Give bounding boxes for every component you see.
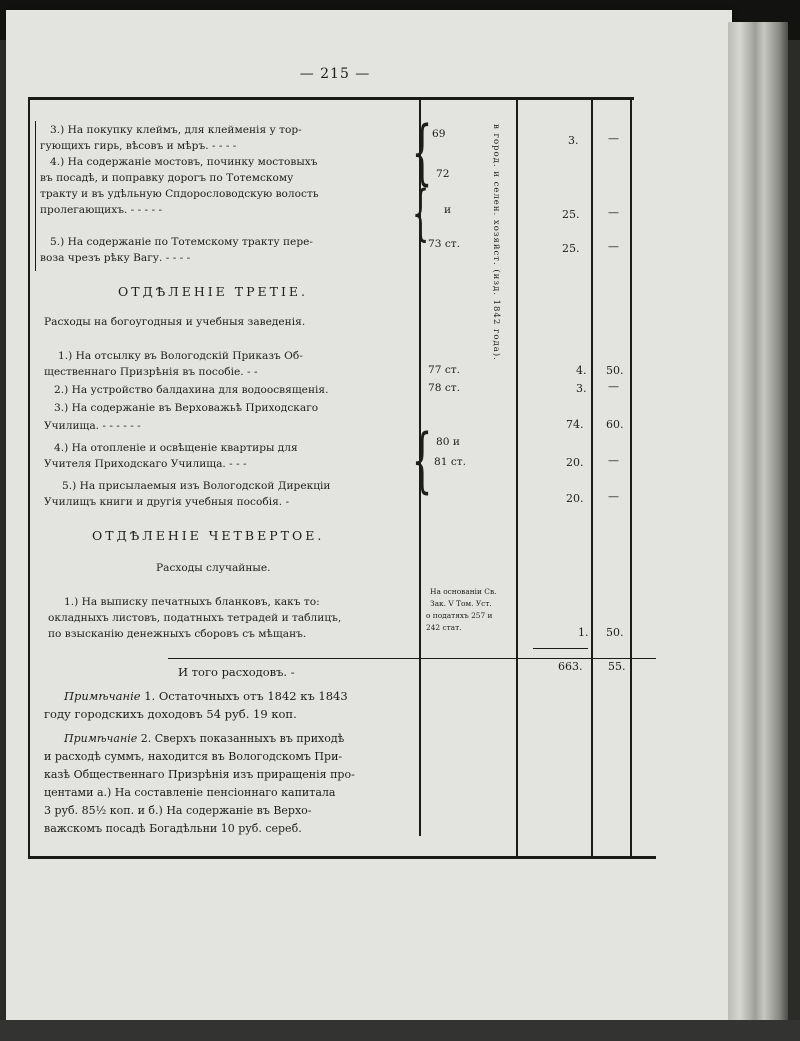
brace-icon: { bbox=[412, 178, 430, 248]
kopecks-value: — bbox=[608, 132, 619, 145]
article-ref: 81 ст. bbox=[434, 456, 467, 468]
row-text: тракту и въ удѣльную Спдорословодскую волость bbox=[40, 188, 319, 200]
table-left-border bbox=[28, 97, 30, 859]
rubles-value: 1. bbox=[578, 626, 589, 639]
vertical-note: в город. и селен. хозяйст. (изд. 1842 года). bbox=[491, 124, 501, 361]
rubles-value: 25. bbox=[562, 208, 580, 221]
section-heading: ОТДѢЛЕНІЕ ТРЕТІЕ. bbox=[118, 284, 309, 299]
row-text: пролегающихъ. - - - - - bbox=[40, 204, 163, 216]
kopecks-value: — bbox=[608, 206, 619, 219]
kopecks-value: — bbox=[608, 240, 619, 253]
row-text: Училища. - - - - - - bbox=[44, 420, 141, 432]
row-text: 1.) На отсылку въ Вологодскій Приказъ Об- bbox=[58, 350, 303, 362]
brace-icon: { bbox=[412, 419, 433, 501]
row-text: 4.) На отопленіе и освѣщеніе квартиры для bbox=[54, 442, 298, 454]
section-subheading: Расходы случайные. bbox=[156, 562, 271, 574]
row-text: Училищъ книги и другія учебныя пособія. - bbox=[44, 496, 290, 508]
row-text: 3.) На содержаніе въ Верховажьѣ Приходскаго bbox=[54, 402, 319, 414]
rubles-value: 25. bbox=[562, 242, 580, 255]
section-subheading: Расходы на богоугодныя и учебныя заведенія. bbox=[44, 316, 306, 328]
total-rubles: 663. bbox=[558, 660, 583, 673]
kopecks-value: 50. bbox=[606, 626, 624, 639]
rubles-value: 4. bbox=[576, 364, 587, 377]
row-text: 1.) На выписку печатныхъ бланковъ, какъ то: bbox=[64, 596, 320, 608]
note-text: важскомъ посадѣ Богадѣльни 10 руб. сереб. bbox=[44, 822, 302, 835]
row-text: воза чрезъ рѣку Вагу. - - - - bbox=[40, 252, 191, 264]
table-bottom-border bbox=[28, 856, 656, 859]
row-text: по взысканію денежныхъ сборовъ съ мѣщанъ. bbox=[48, 628, 307, 640]
note-text: 3 руб. 85½ коп. и б.) На содержаніе въ Верхо- bbox=[44, 804, 312, 817]
kopecks-value: 60. bbox=[606, 418, 624, 431]
row-text: 5.) На присылаемыя изъ Вологодской Дирекціи bbox=[62, 480, 331, 492]
brace-icon: { bbox=[412, 111, 433, 193]
column-rule-3 bbox=[591, 100, 593, 856]
section-heading: ОТДѢЛЕНІЕ ЧЕТВЕРТОЕ. bbox=[92, 528, 325, 543]
basis-note: о податяхъ 257 и bbox=[426, 611, 493, 620]
kopecks-value: — bbox=[608, 490, 619, 503]
rubles-value: 20. bbox=[566, 456, 584, 469]
row-text: Учителя Приходскаго Училища. - - - bbox=[44, 458, 247, 470]
rubles-value: 74. bbox=[566, 418, 584, 431]
article-ref: 80 и bbox=[436, 436, 460, 448]
note-text: 2. Сверхъ показанныхъ въ приходѣ bbox=[140, 732, 345, 745]
row-text: гующихъ гирь, вѣсовъ и мѣръ. - - - - bbox=[40, 140, 237, 152]
rubles-value: 20. bbox=[566, 492, 584, 505]
page-number: — 215 — bbox=[299, 66, 371, 82]
table-top-border bbox=[28, 97, 634, 100]
rubles-value: 3. bbox=[576, 382, 587, 395]
article-ref: 72 bbox=[436, 168, 450, 180]
kopecks-value: 50. bbox=[606, 364, 624, 377]
scan-background-bottom bbox=[0, 1020, 800, 1041]
note-text: и расходѣ суммъ, находится въ Вологодскомъ При- bbox=[44, 750, 343, 763]
note-text: 1. Остаточныхъ отъ 1842 къ 1843 bbox=[144, 689, 348, 703]
kopecks-value: — bbox=[608, 454, 619, 467]
total-divider bbox=[168, 658, 656, 659]
row-text: 2.) На устройство балдахина для водоосвященія. bbox=[54, 384, 329, 396]
basis-note: Зак. V Том. Уст. bbox=[430, 599, 492, 608]
note-label: Примѣчаніе bbox=[64, 689, 141, 703]
sum-divider bbox=[533, 648, 588, 649]
rubles-value: 3. bbox=[568, 134, 579, 147]
note-text: центами а.) На составленіе пенсіоннаго капитала bbox=[44, 786, 336, 799]
total-kopecks: 55. bbox=[608, 660, 626, 673]
row-text: 4.) На содержаніе мостовъ, починку мостовыхъ bbox=[50, 156, 318, 168]
row-text: 5.) На содержаніе по Тотемскому тракту пере- bbox=[50, 236, 313, 248]
basis-note: На основаніи Св. bbox=[430, 587, 497, 596]
article-ref: 77 ст. bbox=[428, 364, 461, 376]
column-rule-2 bbox=[516, 100, 518, 856]
note-text: казѣ Общественнаго Призрѣнія изъ приращенія про- bbox=[44, 768, 355, 781]
row-text: 3.) На покупку клеймъ, для клейменія у тор- bbox=[50, 124, 302, 136]
note-label: Примѣчаніе bbox=[64, 732, 138, 745]
column-rule-4 bbox=[630, 100, 632, 856]
kopecks-value: — bbox=[608, 380, 619, 393]
total-label: И того расходовъ. - bbox=[178, 665, 295, 679]
article-ref: 69 bbox=[432, 128, 446, 140]
row-text: въ посадѣ, и поправку дорогъ по Тотемскому bbox=[40, 172, 294, 184]
article-ref: 73 ст. bbox=[428, 238, 461, 250]
note-text: году городскихъ доходовъ 54 руб. 19 коп. bbox=[44, 707, 297, 721]
basis-note: 242 стат. bbox=[426, 623, 462, 632]
page-stack-edge bbox=[728, 22, 788, 1022]
inner-left-rule bbox=[35, 121, 36, 271]
article-ref: 78 ст. bbox=[428, 382, 461, 394]
row-text: щественнаго Призрѣнія въ пособіе. - - bbox=[44, 366, 258, 378]
row-text: окладныхъ листовъ, податныхъ тетрадей и таблицъ, bbox=[48, 612, 342, 624]
article-ref: и bbox=[444, 204, 452, 216]
